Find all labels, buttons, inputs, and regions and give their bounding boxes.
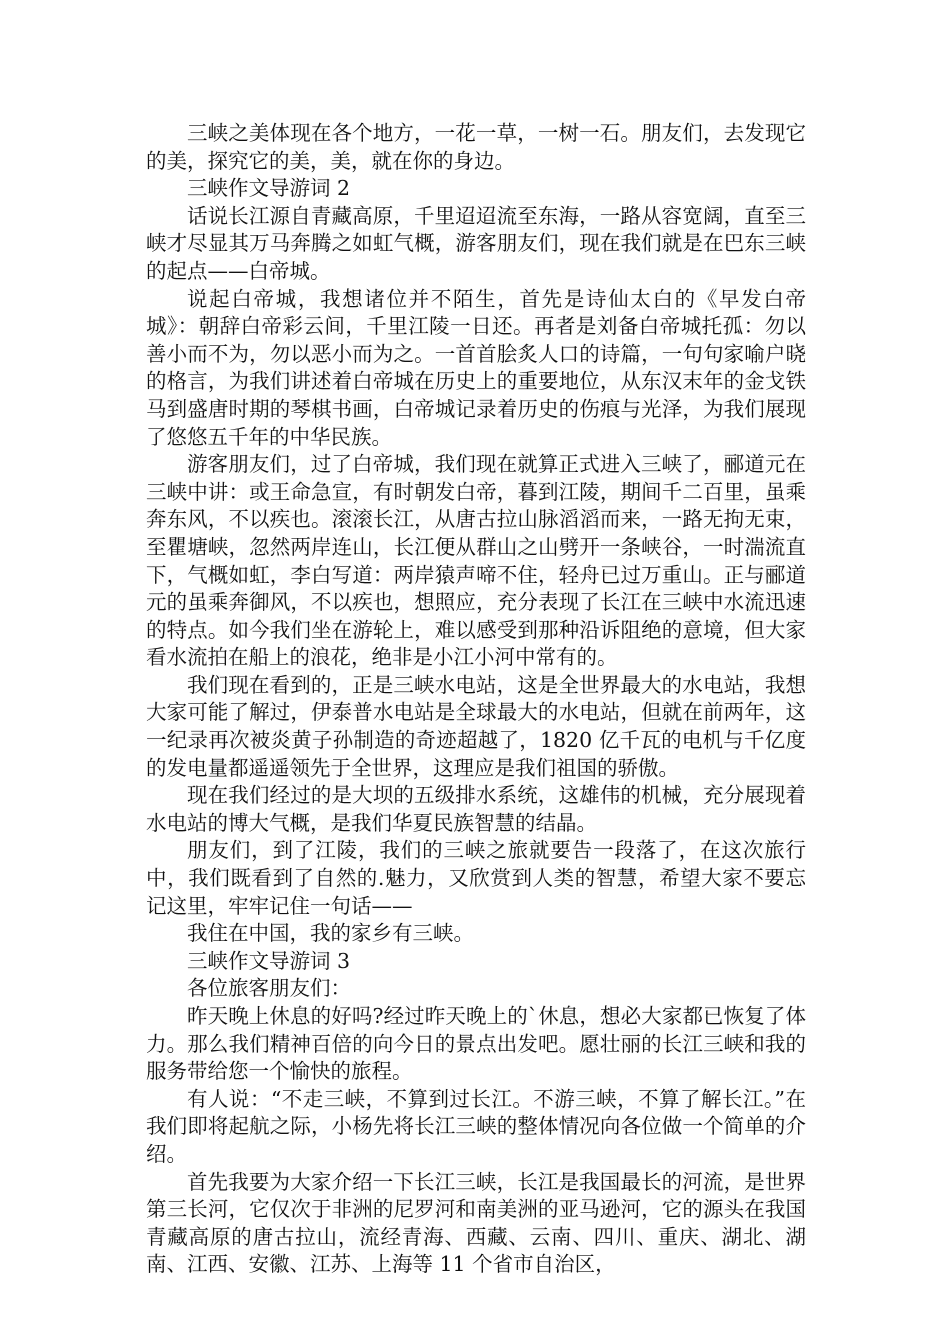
paragraph-intro-ending: 三峡之美体现在各个地方，一花一草，一树一石。朋友们，去发现它的美，探究它的美，美，就在你的身边。: [146, 121, 806, 173]
paragraph-yangtze-intro: 首先我要为大家介绍一下长江三峡，长江是我国最长的河流，是世界第三长河，它仅次于非洲的尼罗河和南美洲的亚马逊河，它的源头在我国青藏高原的唐古拉山，流经青海、西藏、云南、四川、重庆、湖北、湖南、江西、安徽、江苏、上海等 11 个省市自治区，: [146, 1169, 806, 1277]
section-heading-2: 三峡作文导游词 2: [187, 176, 351, 201]
paragraph-greeting: 各位旅客朋友们：: [187, 976, 351, 1001]
paragraph-baidicheng-start: 话说长江源自青藏高原，千里迢迢流至东海，一路从容宽阔，直至三峡才尽显其万马奔腾之如虹气概，游客朋友们，现在我们就是在巴东三峡的起点——白帝城。: [146, 203, 806, 283]
document-body: [146, 120, 806, 1279]
paragraph-hydropower-station: 我们现在看到的，正是三峡水电站，这是全世界最大的水电站，我想大家可能了解过，伊泰普水电站是全球最大的水电站，但就在前两年，这一纪录再次被炎黄子孙制造的奇迹超越了，1820 亿千瓦的电机与千亿度的发电量都遥遥领先于全世界，这理应是我们祖国的骄傲。: [146, 672, 806, 780]
paragraph-saying: 有人说：“不走三峡，不算到过长江。不游三峡，不算了解长江。”在我们即将起航之际，小杨先将长江三峡的整体情况向各位做一个简单的介绍。: [146, 1086, 806, 1166]
paragraph-morning: 昨天晚上休息的好吗?经过昨天晚上的`休息，想必大家都已恢复了体力。那么我们精神百倍的向今日的景点出发吧。愿壮丽的长江三峡和我的服务带给您一个愉快的旅程。: [146, 1004, 806, 1084]
paragraph-farewell: 朋友们，到了江陵，我们的三峡之旅就要告一段落了，在这次旅行中，我们既看到了自然的.魅力，又欣赏到人类的智慧，希望大家不要忘记这里，牢牢记住一句话——: [146, 838, 806, 918]
paragraph-baidicheng-history: 说起白帝城，我想诸位并不陌生，首先是诗仙太白的《早发白帝城》：朝辞白帝彩云间，千里江陵一日还。再者是刘备白帝城托孤：勿以善小而不为，勿以恶小而为之。一首首脍炙人口的诗篇，一句句家喻户晓的格言，为我们讲述着白帝城在历史上的重要地位，从东汉末年的金戈铁马到盛唐时期的琴棋书画，白帝城记录着历史的伤痕与光泽，为我们展现了悠悠五千年的中华民族。: [146, 286, 806, 449]
paragraph-entering-gorges: 游客朋友们，过了白帝城，我们现在就算正式进入三峡了，郦道元在三峡中讲：或王命急宣，有时朝发白帝，暮到江陵，期间千二百里，虽乘奔东风，不以疾也。滚滚长江，从唐古拉山脉滔滔而来，一路无拘无束，至瞿塘峡，忽然两岸连山，长江便从群山之山劈开一条峡谷，一时湍流直下，气概如虹，李白写道：两岸猿声啼不住，轻舟已过万重山。正与郦道元的虽乘奔御风，不以疾也，想照应，充分表现了长江在三峡中水流迅速的特点。如今我们坐在游轮上，难以感受到那种沿诉阻绝的意境，但大家看水流拍在船上的浪花，绝非是小江小河中常有的。: [146, 452, 806, 670]
paragraph-ship-lock: 现在我们经过的是大坝的五级排水系统，这雄伟的机械，充分展现着水电站的博大气概，是我们华夏民族智慧的结晶。: [146, 783, 806, 835]
paragraph-closing-line: 我住在中国，我的家乡有三峡。: [187, 921, 474, 946]
section-heading-3: 三峡作文导游词 3: [187, 948, 351, 973]
